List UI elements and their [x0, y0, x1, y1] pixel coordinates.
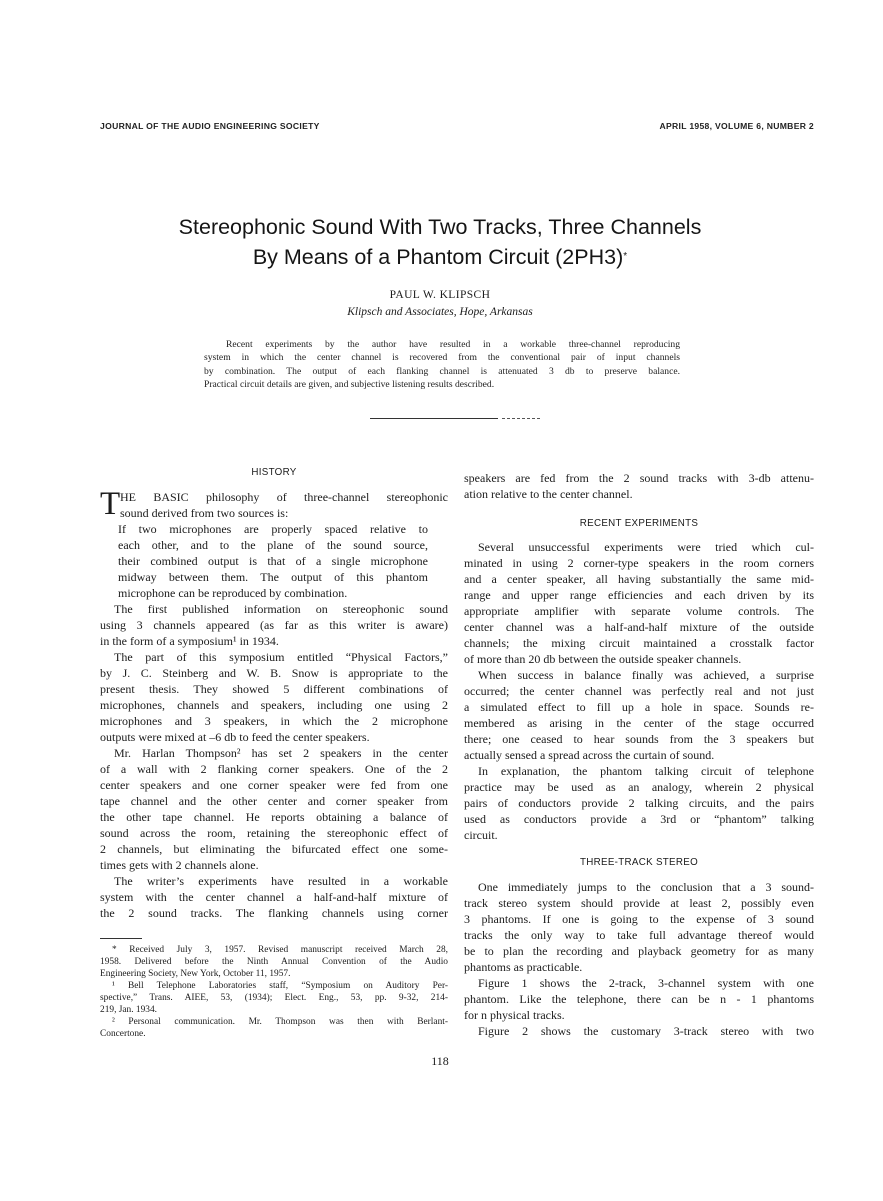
paragraph-line: When success in balance finally was achieved, a surprise	[478, 668, 814, 682]
paragraph-line: and a center speaker, all having substantially the same mid-	[464, 572, 814, 586]
paragraph-line: speakers are fed from the 2 sound tracks with 3-db attenu-	[464, 471, 814, 485]
paragraph-line: microphone can be reproduced by combination.	[118, 586, 348, 600]
footnote-line: 1958. Delivered before the Ninth Annual Convention of the Audio	[100, 957, 448, 967]
paragraph-line: If two microphones are properly spaced relative to	[118, 522, 428, 536]
paragraph-line: times gets with 2 channels alone.	[100, 858, 259, 872]
paragraph-line: range and upper range efficiencies and each driven by its	[464, 588, 814, 602]
paragraph-line: each other, and to the plane of the sound source,	[118, 538, 428, 552]
paragraph-line: center channel was a half-and-half mixture of the outside	[464, 620, 814, 634]
section-divider-dashed	[502, 418, 540, 419]
abstract-line: by combination. The output of each flanking channel is attenuated 3 db to preserve balance.	[204, 365, 680, 377]
section-divider	[370, 418, 498, 419]
heading-history: HISTORY	[251, 467, 297, 478]
paragraph-line: their combined output is that of a single microphone	[118, 554, 428, 568]
issue-info: APRIL 1958, VOLUME 6, NUMBER 2	[659, 121, 814, 131]
author-name: PAUL W. KLIPSCH	[389, 289, 491, 301]
paragraph-line: Figure 1 shows the 2-track, 3-channel system with one	[478, 976, 814, 990]
title-line-2: By Means of a Phantom Circuit (2PH3)*	[252, 245, 628, 269]
paragraph-line: practice may be used as an analogy, wherein 2 physical	[464, 780, 814, 794]
paragraph-line: sound across the room, retaining the stereophonic effect of	[100, 826, 448, 840]
footnote-line: * Received July 3, 1957. Revised manuscript received March 28,	[112, 945, 448, 955]
paragraph-line: the other tape channel. He reports obtaining a balance of	[100, 810, 448, 824]
title-footnote-mark: *	[623, 251, 628, 262]
paragraph-line: system with the center channel a half-and-half mixture of	[100, 890, 448, 904]
paragraph-line: the 2 sound tracks. The flanking channels using corner	[100, 906, 448, 920]
paragraph-line: actually sensed a spread across the curtain of sound.	[464, 748, 715, 762]
paragraph-line: occurred; the center channel was perfectly real and not just	[464, 684, 814, 698]
paragraph-line: for n physical tracks.	[464, 1008, 565, 1022]
paragraph-line: Figure 2 shows the customary 3-track stereo with two	[478, 1024, 814, 1038]
footnote-line: spective,” Trans. AIEE, 53, (1934); Elect. Eng., 53, pp. 9-32, 214-	[100, 993, 448, 1003]
paragraph-line: in the form of a symposium¹ in 1934.	[100, 634, 279, 648]
paragraph-line: Several unsuccessful experiments were tried which cul-	[478, 540, 814, 554]
paragraph-line: present thesis. They showed 5 different combinations of	[100, 682, 448, 696]
footnote-line: 219, Jan. 1934.	[100, 1005, 158, 1015]
paragraph-line: The part of this symposium entitled “Physical Factors,”	[114, 650, 448, 664]
paragraph-line: The writer’s experiments have resulted in a workable	[114, 874, 448, 888]
page-number: 118	[431, 1054, 449, 1068]
footnote-line: Concertone.	[100, 1029, 146, 1039]
abstract-line: Practical circuit details are given, and subjective listening results described.	[204, 379, 495, 391]
paragraph-line: a simulated effect to fill up a hole in space. Sounds re-	[464, 700, 814, 714]
paragraph-line: microphones and 3 speakers, in which the 2 microphone	[100, 714, 448, 728]
paragraph-line: track stereo system should provide at least 2, possibly even	[464, 896, 814, 910]
paragraph-line: In explanation, the phantom talking circuit of telephone	[478, 764, 814, 778]
paragraph-line: sound derived from two sources is:	[120, 506, 289, 520]
paragraph-line: be to plan the recording and playback geometry for as many	[464, 944, 814, 958]
paragraph-line: outputs were mixed at –6 db to feed the center speakers.	[100, 730, 370, 744]
paragraph-line: microphones, channels and speakers, including one using 2	[100, 698, 448, 712]
abstract-line: Recent experiments by the author have resulted in a workable three-channel reproducing	[226, 339, 680, 350]
paragraph-line: center speakers and one corner speaker were fed from one	[100, 778, 448, 792]
footnote-line: ¹ Bell Telephone Laboratories staff, “Symposium on Auditory Per-	[112, 981, 448, 991]
paragraph-line: 2 channels, but eliminating the bifurcated effect one some-	[100, 842, 448, 856]
paragraph-line: of a wall with 2 flanking corner speakers. One of the 2	[100, 762, 448, 776]
paragraph-line: One immediately jumps to the conclusion that a 3 sound-	[478, 880, 814, 894]
paragraph-line: phantoms as practicable.	[464, 960, 583, 974]
section-heading: RECENT EXPERIMENTS	[579, 518, 699, 529]
paragraph-line: The first published information on stereophonic sound	[114, 602, 448, 616]
footnote-line: Engineering Society, New York, October 11, 1957.	[100, 969, 291, 979]
paragraph-line: of more than 20 db between the outside speaker channels.	[464, 652, 742, 666]
author-affiliation: Klipsch and Associates, Hope, Arkansas	[347, 306, 533, 318]
paper-title	[60, 212, 820, 272]
paragraph-line: appropriate amplifier with separate volume controls. The	[464, 604, 814, 618]
paragraph-line: tracks the only way to take full advantage thereof would	[464, 928, 814, 942]
abstract-line: system in which the center channel is recovered from the conventional pair of input channels	[204, 352, 680, 364]
footnote-line: ² Personal communication. Mr. Thompson was then with Berlant-	[112, 1017, 448, 1027]
journal-name: JOURNAL OF THE AUDIO ENGINEERING SOCIETY	[100, 121, 320, 131]
paragraph-line: circuit.	[464, 828, 498, 842]
paragraph-line: using 3 channels appeared (as far as this writer is aware)	[100, 618, 448, 632]
paragraph-line: channels; the mixing circuit maintained a crosstalk factor	[464, 636, 814, 650]
paragraph-line: pairs of conductors provide 2 talking circuits, and the pairs	[464, 796, 814, 810]
paragraph-line: ation relative to the center channel.	[464, 487, 633, 501]
title-line-1: Stereophonic Sound With Two Tracks, Three Channels	[178, 215, 702, 239]
abstract	[204, 338, 680, 392]
paragraph-line: HE BASIC philosophy of three-channel stereophonic	[120, 490, 448, 504]
paragraph-line: membered as arising in the center of the stage occurred	[464, 716, 814, 730]
section-heading: THREE-TRACK STEREO	[579, 857, 699, 868]
footnote-rule	[100, 938, 142, 939]
paragraph-line: midway between them. The output of this phantom	[118, 570, 428, 584]
paragraph-line: there; one ceased to hear sounds from the 3 speakers but	[464, 732, 814, 746]
paragraph-line: by J. C. Steinberg and W. B. Snow is appropriate to the	[100, 666, 448, 680]
paragraph-line: phantom. Like the telephone, there can be n - 1 phantoms	[464, 992, 814, 1006]
paragraph-line: 3 phantoms. If one is going to the expense of 3 sound	[464, 912, 814, 926]
paragraph-line: tape channel and the other center and corner speaker from	[100, 794, 448, 808]
paragraph-line: used as conductors provide a 3rd or “phantom” talking	[464, 812, 814, 826]
paragraph-line: Mr. Harlan Thompson² has set 2 speakers in the center	[114, 746, 448, 760]
paragraph-line: minated in using 2 corner-type speakers in the room corners	[464, 556, 814, 570]
drop-cap: T	[100, 486, 121, 522]
